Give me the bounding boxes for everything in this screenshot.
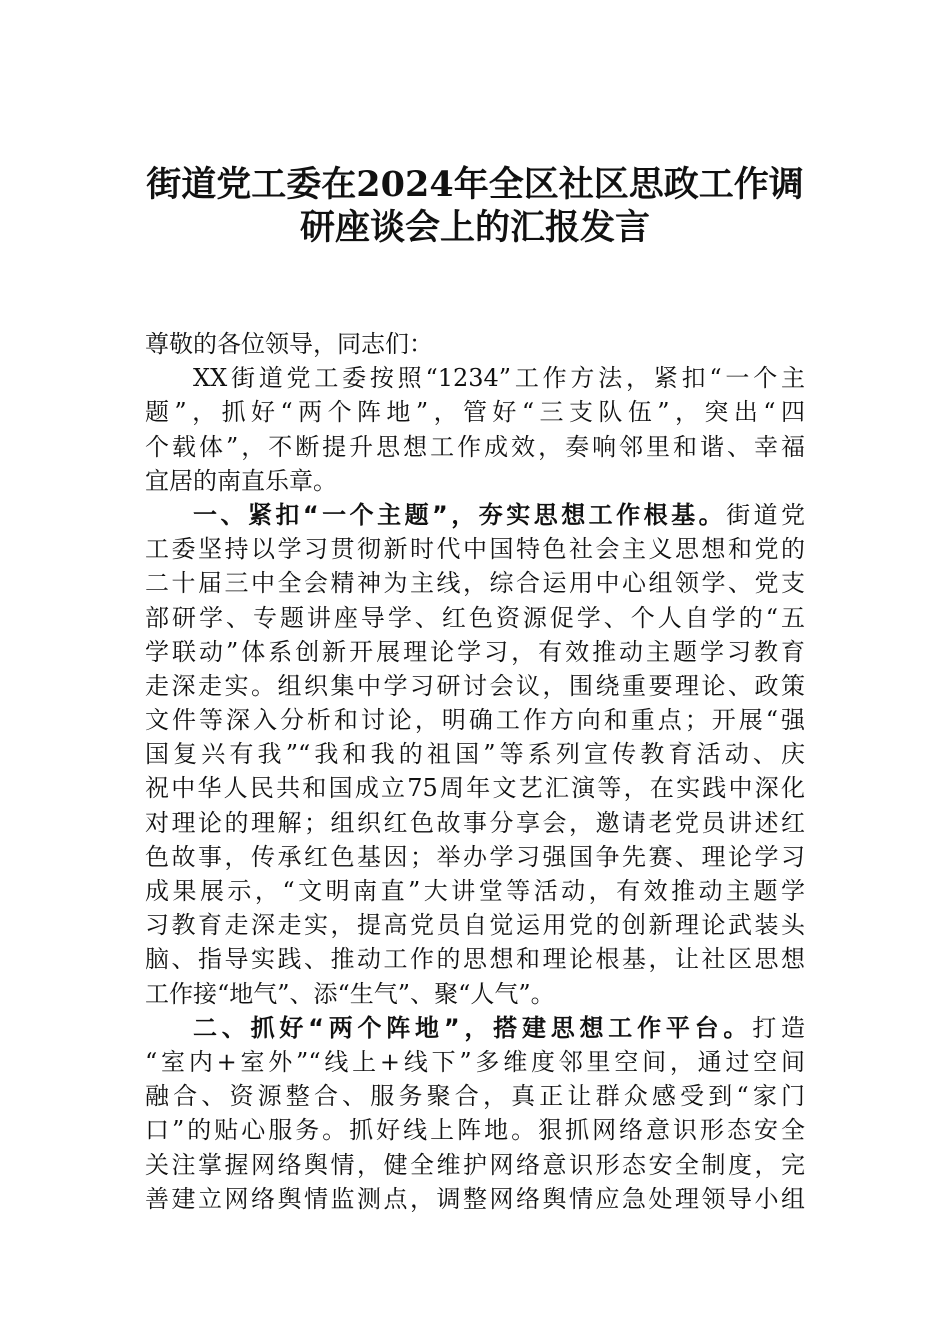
body-text: 文件等深入分析和讨论，明确工作方向和重点；开展“强 bbox=[145, 706, 805, 735]
document-title-line-2: 研座谈会上的汇报发言 bbox=[299, 207, 650, 248]
document-title-line-1: 街道党工委在2024年全区社区思政工作调 bbox=[146, 164, 804, 205]
document-body bbox=[145, 327, 805, 1216]
body-line bbox=[145, 977, 805, 1011]
body-line bbox=[145, 1148, 805, 1182]
body-text: 工作接“地气”、添“生气”、聚“人气”。 bbox=[145, 979, 555, 1008]
section-heading: 二、抓好“两个阵地”，搭建思想工作平台。 bbox=[193, 1013, 753, 1042]
section-heading: 一、紧扣“一个主题”，夯实思想工作根基。 bbox=[193, 500, 727, 529]
body-line bbox=[145, 327, 805, 361]
body-text: 善建立网络舆情监测点，调整网络舆情应急处理领导小组 bbox=[145, 1184, 805, 1213]
body-text: 学联动”体系创新开展理论学习，有效推动主题学习教育 bbox=[145, 637, 805, 666]
body-text: 宜居的南直乐章。 bbox=[145, 466, 337, 495]
body-line bbox=[145, 806, 805, 840]
body-line bbox=[145, 737, 805, 771]
body-text: 祝中华人民共和国成立75周年文艺汇演等，在实践中深化 bbox=[145, 774, 805, 803]
body-text: 走深走实。组织集中学习研讨会议，围绕重要理论、政策 bbox=[145, 671, 805, 700]
body-text: 色故事，传承红色基因；举办学习强国争先赛、理论学习 bbox=[145, 842, 805, 871]
body-line bbox=[145, 1011, 805, 1045]
body-line bbox=[145, 703, 805, 737]
body-text: 口”的贴心服务。抓好线上阵地。狠抓网络意识形态安全 bbox=[145, 1116, 805, 1145]
body-text: 习教育走深走实，提高党员自觉运用党的创新理论武装头 bbox=[145, 911, 805, 940]
body-text: 题”，抓好“两个阵地”，管好“三支队伍”，突出“四 bbox=[145, 398, 805, 427]
body-text: 对理论的理解；组织红色故事分享会，邀请老党员讲述红 bbox=[145, 808, 805, 837]
body-line bbox=[145, 1113, 805, 1147]
body-line bbox=[145, 908, 805, 942]
body-line bbox=[145, 430, 805, 464]
body-text: XX街道党工委按照“1234”工作方法，紧扣“一个主 bbox=[193, 364, 805, 393]
body-line bbox=[145, 1079, 805, 1113]
body-text: 脑、指导实践、推动工作的思想和理论根基，让社区思想 bbox=[145, 945, 805, 974]
body-text: 二十届三中全会精神为主线，综合运用中心组领学、党支 bbox=[145, 569, 805, 598]
body-text: 国复兴有我”“我和我的祖国”等系列宣传教育活动、庆 bbox=[145, 740, 805, 769]
body-line bbox=[145, 498, 805, 532]
body-line bbox=[145, 395, 805, 429]
body-text: “室内+室外”“线上+线下”多维度邻里空间，通过空间 bbox=[145, 1047, 805, 1076]
body-text: 部研学、专题讲座导学、红色资源促学、个人自学的“五 bbox=[145, 603, 805, 632]
body-text: 街道党 bbox=[726, 500, 806, 529]
body-line bbox=[145, 874, 805, 908]
body-line bbox=[145, 635, 805, 669]
body-line bbox=[145, 840, 805, 874]
body-line bbox=[145, 771, 805, 805]
body-text: 关注掌握网络舆情，健全维护网络意识形态安全制度，完 bbox=[145, 1150, 805, 1179]
body-line bbox=[145, 942, 805, 976]
body-line bbox=[145, 464, 805, 498]
body-line bbox=[145, 669, 805, 703]
body-text: 打造 bbox=[752, 1013, 806, 1042]
body-line bbox=[145, 601, 805, 635]
body-text: 尊敬的各位领导，同志们： bbox=[145, 330, 433, 358]
body-line bbox=[145, 1045, 805, 1079]
body-line bbox=[145, 532, 805, 566]
body-text: 融合、资源整合、服务聚合，真正让群众感受到“家门 bbox=[145, 1082, 805, 1111]
body-line bbox=[145, 361, 805, 395]
body-text: 工委坚持以学习贯彻新时代中国特色社会主义思想和党的 bbox=[145, 535, 805, 564]
body-line bbox=[145, 1182, 805, 1216]
body-line bbox=[145, 566, 805, 600]
body-text: 成果展示，“文明南直”大讲堂等活动，有效推动主题学 bbox=[145, 877, 805, 905]
body-text: 个载体”，不断提升思想工作成效，奏响邻里和谐、幸福 bbox=[145, 432, 805, 461]
